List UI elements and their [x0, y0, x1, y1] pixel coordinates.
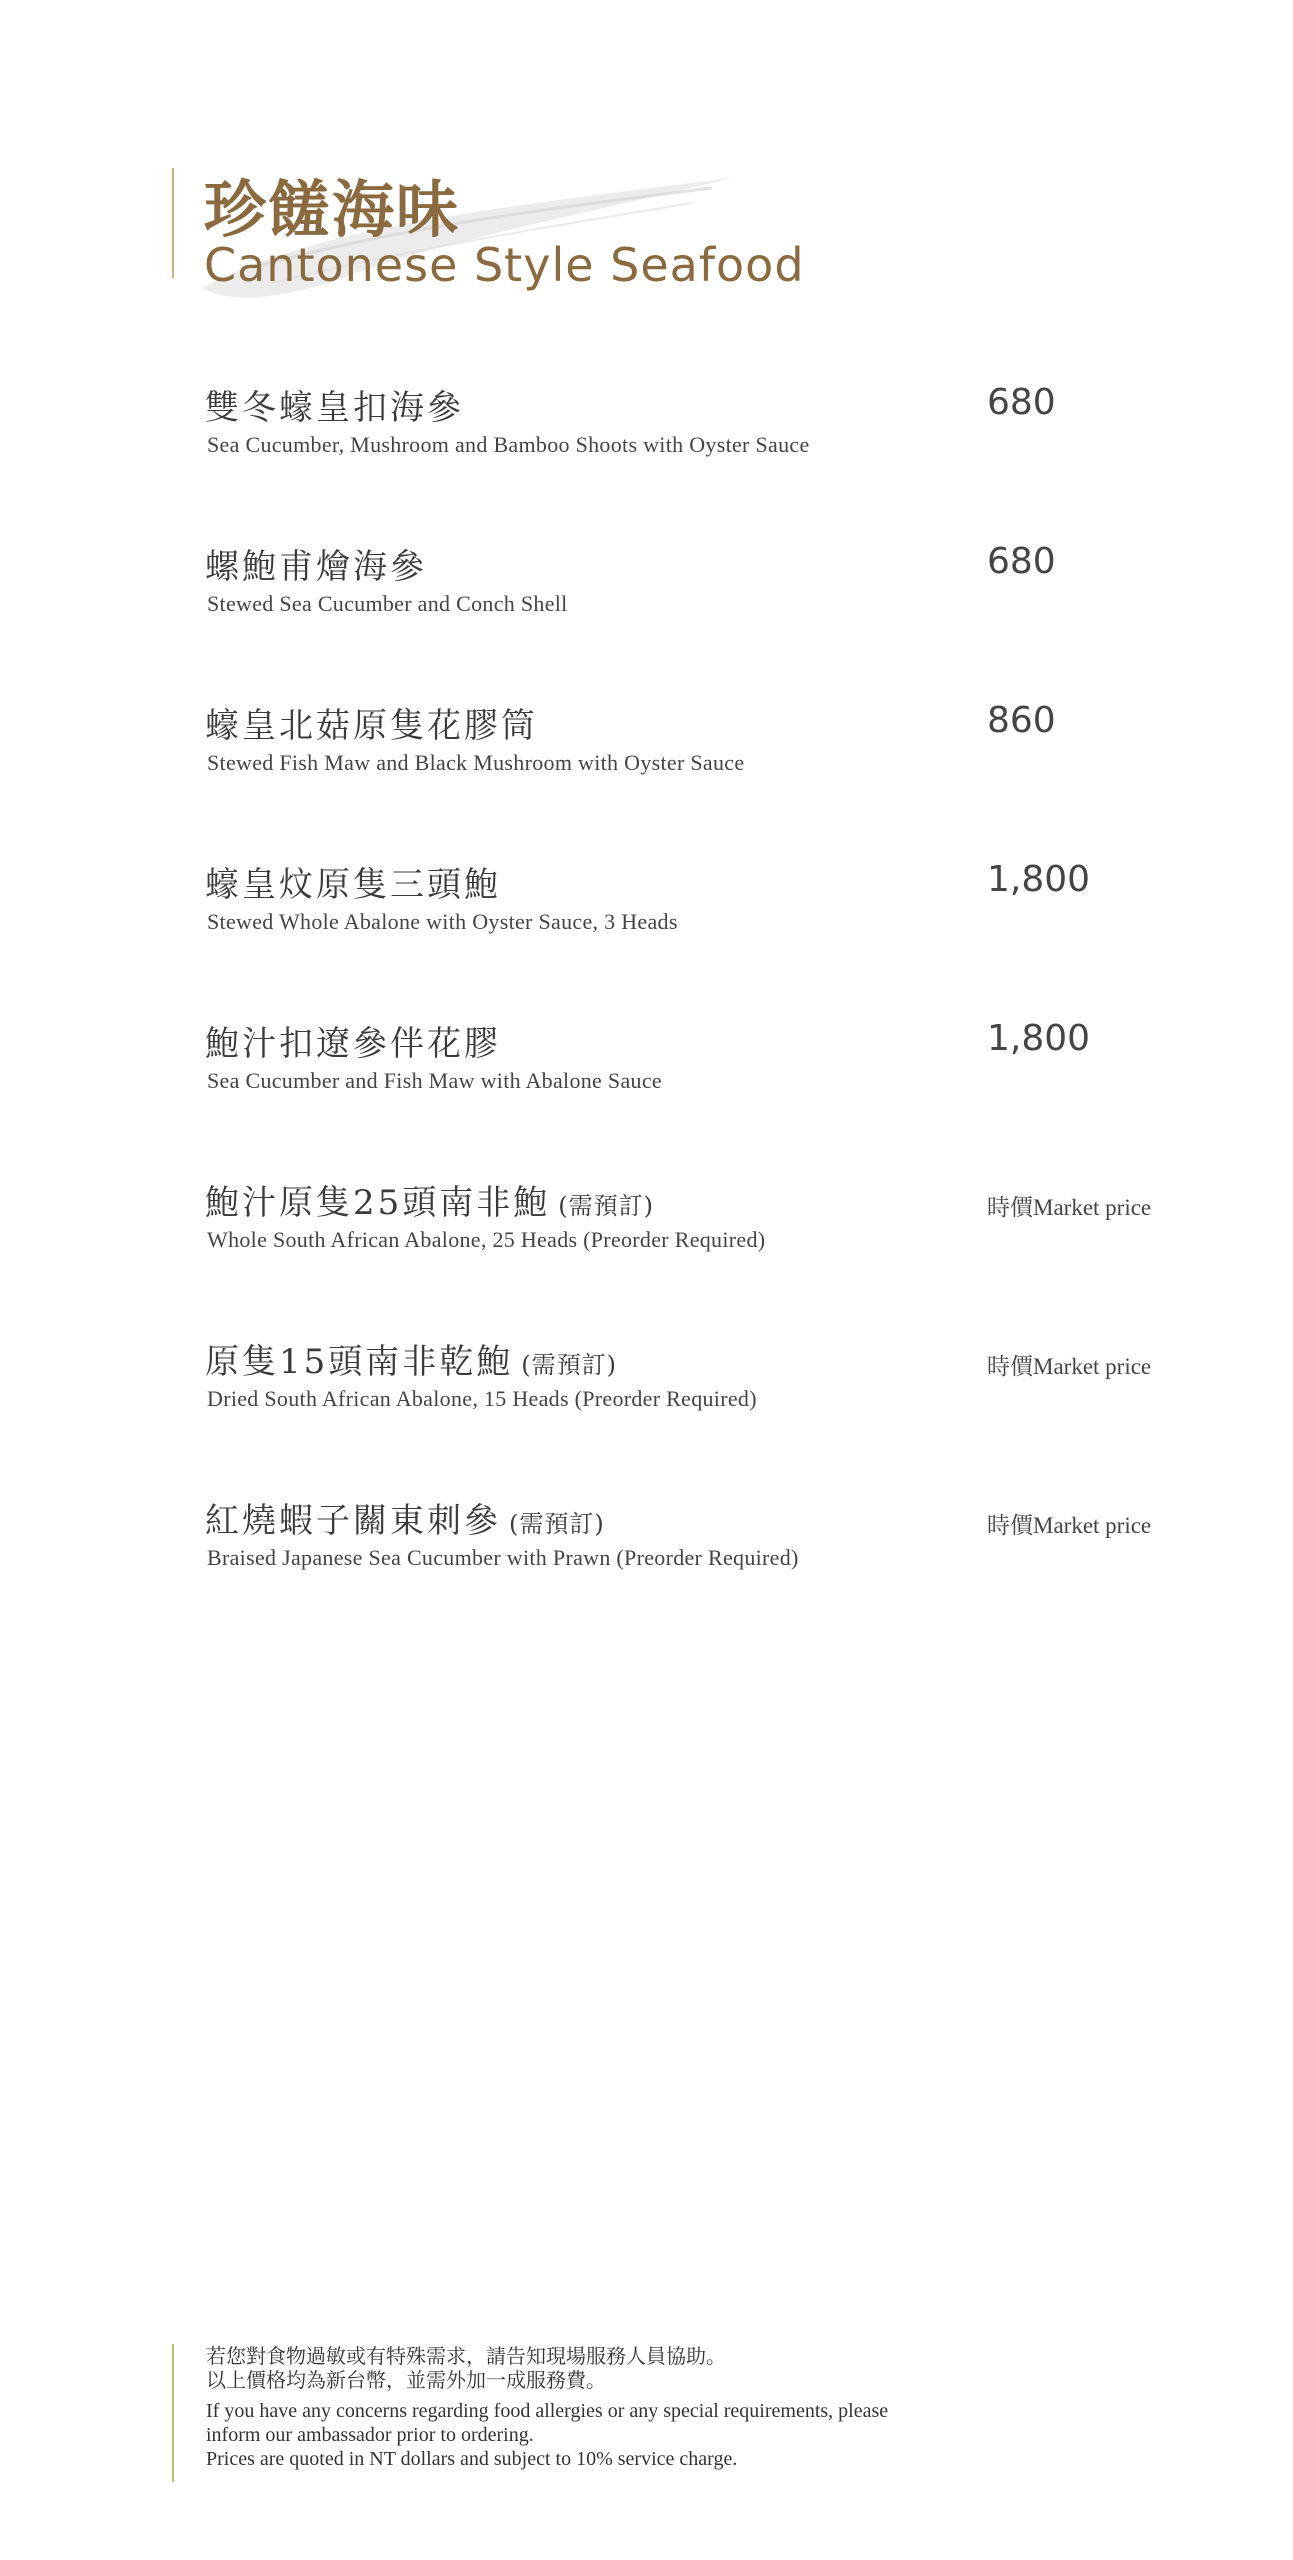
section-header — [172, 168, 872, 298]
dish-name-chinese: 原隻15頭南非乾鮑 (需預訂) — [205, 1342, 617, 1382]
menu-item — [205, 1016, 1205, 1116]
menu-item — [205, 698, 1205, 798]
price-notice-chinese: 以上價格均為新台幣，並需外加一成服務費。 — [206, 2370, 606, 2392]
dish-price: 時價Market price — [987, 1354, 1152, 1379]
preorder-note: (需預訂) — [509, 1510, 605, 1538]
dish-price: 時價Market price — [987, 1513, 1152, 1538]
price-notice-english: Prices are quoted in NT dollars and subject to 10% service charge. — [206, 2448, 738, 2470]
dish-name-english: Stewed Sea Cucumber and Conch Shell — [207, 591, 568, 616]
dish-price: 680 — [987, 541, 1056, 582]
allergy-notice-english-cont: inform our ambassador prior to ordering. — [206, 2424, 534, 2446]
dish-name-chinese: 紅燒蝦子關東刺參 (需預訂) — [205, 1501, 605, 1541]
menu-item — [205, 857, 1205, 957]
dish-price: 860 — [987, 700, 1056, 741]
footer-divider — [172, 2344, 174, 2482]
dish-name-chinese: 雙冬蠔皇扣海參 — [205, 388, 464, 428]
dish-price: 680 — [987, 382, 1056, 423]
allergy-notice-english: If you have any concerns regarding food allergies or any special requirements, please — [206, 2400, 889, 2422]
allergy-notice-chinese: 若您對食物過敏或有特殊需求，請告知現場服務人員協助。 — [206, 2346, 726, 2368]
menu-item — [205, 1334, 1205, 1434]
dish-name-english: Braised Japanese Sea Cucumber with Prawn (Preorder Required) — [207, 1545, 799, 1570]
dish-price: 1,800 — [987, 859, 1091, 900]
dish-name-english: Stewed Fish Maw and Black Mushroom with Oyster Sauce — [207, 750, 745, 775]
menu-item — [205, 380, 1205, 480]
dish-name-english: Whole South African Abalone, 25 Heads (Preorder Required) — [207, 1227, 766, 1252]
preorder-note: (需預訂) — [558, 1192, 654, 1220]
dish-name-english: Stewed Whole Abalone with Oyster Sauce, 3 Heads — [207, 909, 678, 934]
preorder-note: (需預訂) — [521, 1351, 617, 1379]
dish-name-english: Sea Cucumber and Fish Maw with Abalone Sauce — [207, 1068, 662, 1093]
dish-name-english: Sea Cucumber, Mushroom and Bamboo Shoots with Oyster Sauce — [207, 432, 810, 457]
menu-item — [205, 1175, 1205, 1275]
menu-item — [205, 539, 1205, 639]
page-title-chinese: 珍饈海味 — [204, 173, 461, 246]
footer-notice — [172, 2340, 1172, 2490]
dish-name-chinese: 蠔皇炆原隻三頭鮑 — [205, 865, 501, 905]
dish-name-chinese: 鮑汁原隻25頭南非鮑 (需預訂) — [205, 1183, 654, 1223]
dish-name-chinese: 鮑汁扣遼參伴花膠 — [205, 1024, 501, 1064]
dish-price: 1,800 — [987, 1018, 1091, 1059]
dish-name-chinese: 蠔皇北菇原隻花膠筒 — [205, 706, 538, 746]
header-divider — [172, 168, 174, 278]
menu-item — [205, 1493, 1205, 1593]
dish-name-chinese: 螺鮑甫燴海參 — [205, 547, 427, 587]
dish-name-english: Dried South African Abalone, 15 Heads (Preorder Required) — [207, 1386, 757, 1411]
page-title-english: Cantonese Style Seafood — [204, 238, 805, 292]
dish-price: 時價Market price — [987, 1195, 1152, 1220]
